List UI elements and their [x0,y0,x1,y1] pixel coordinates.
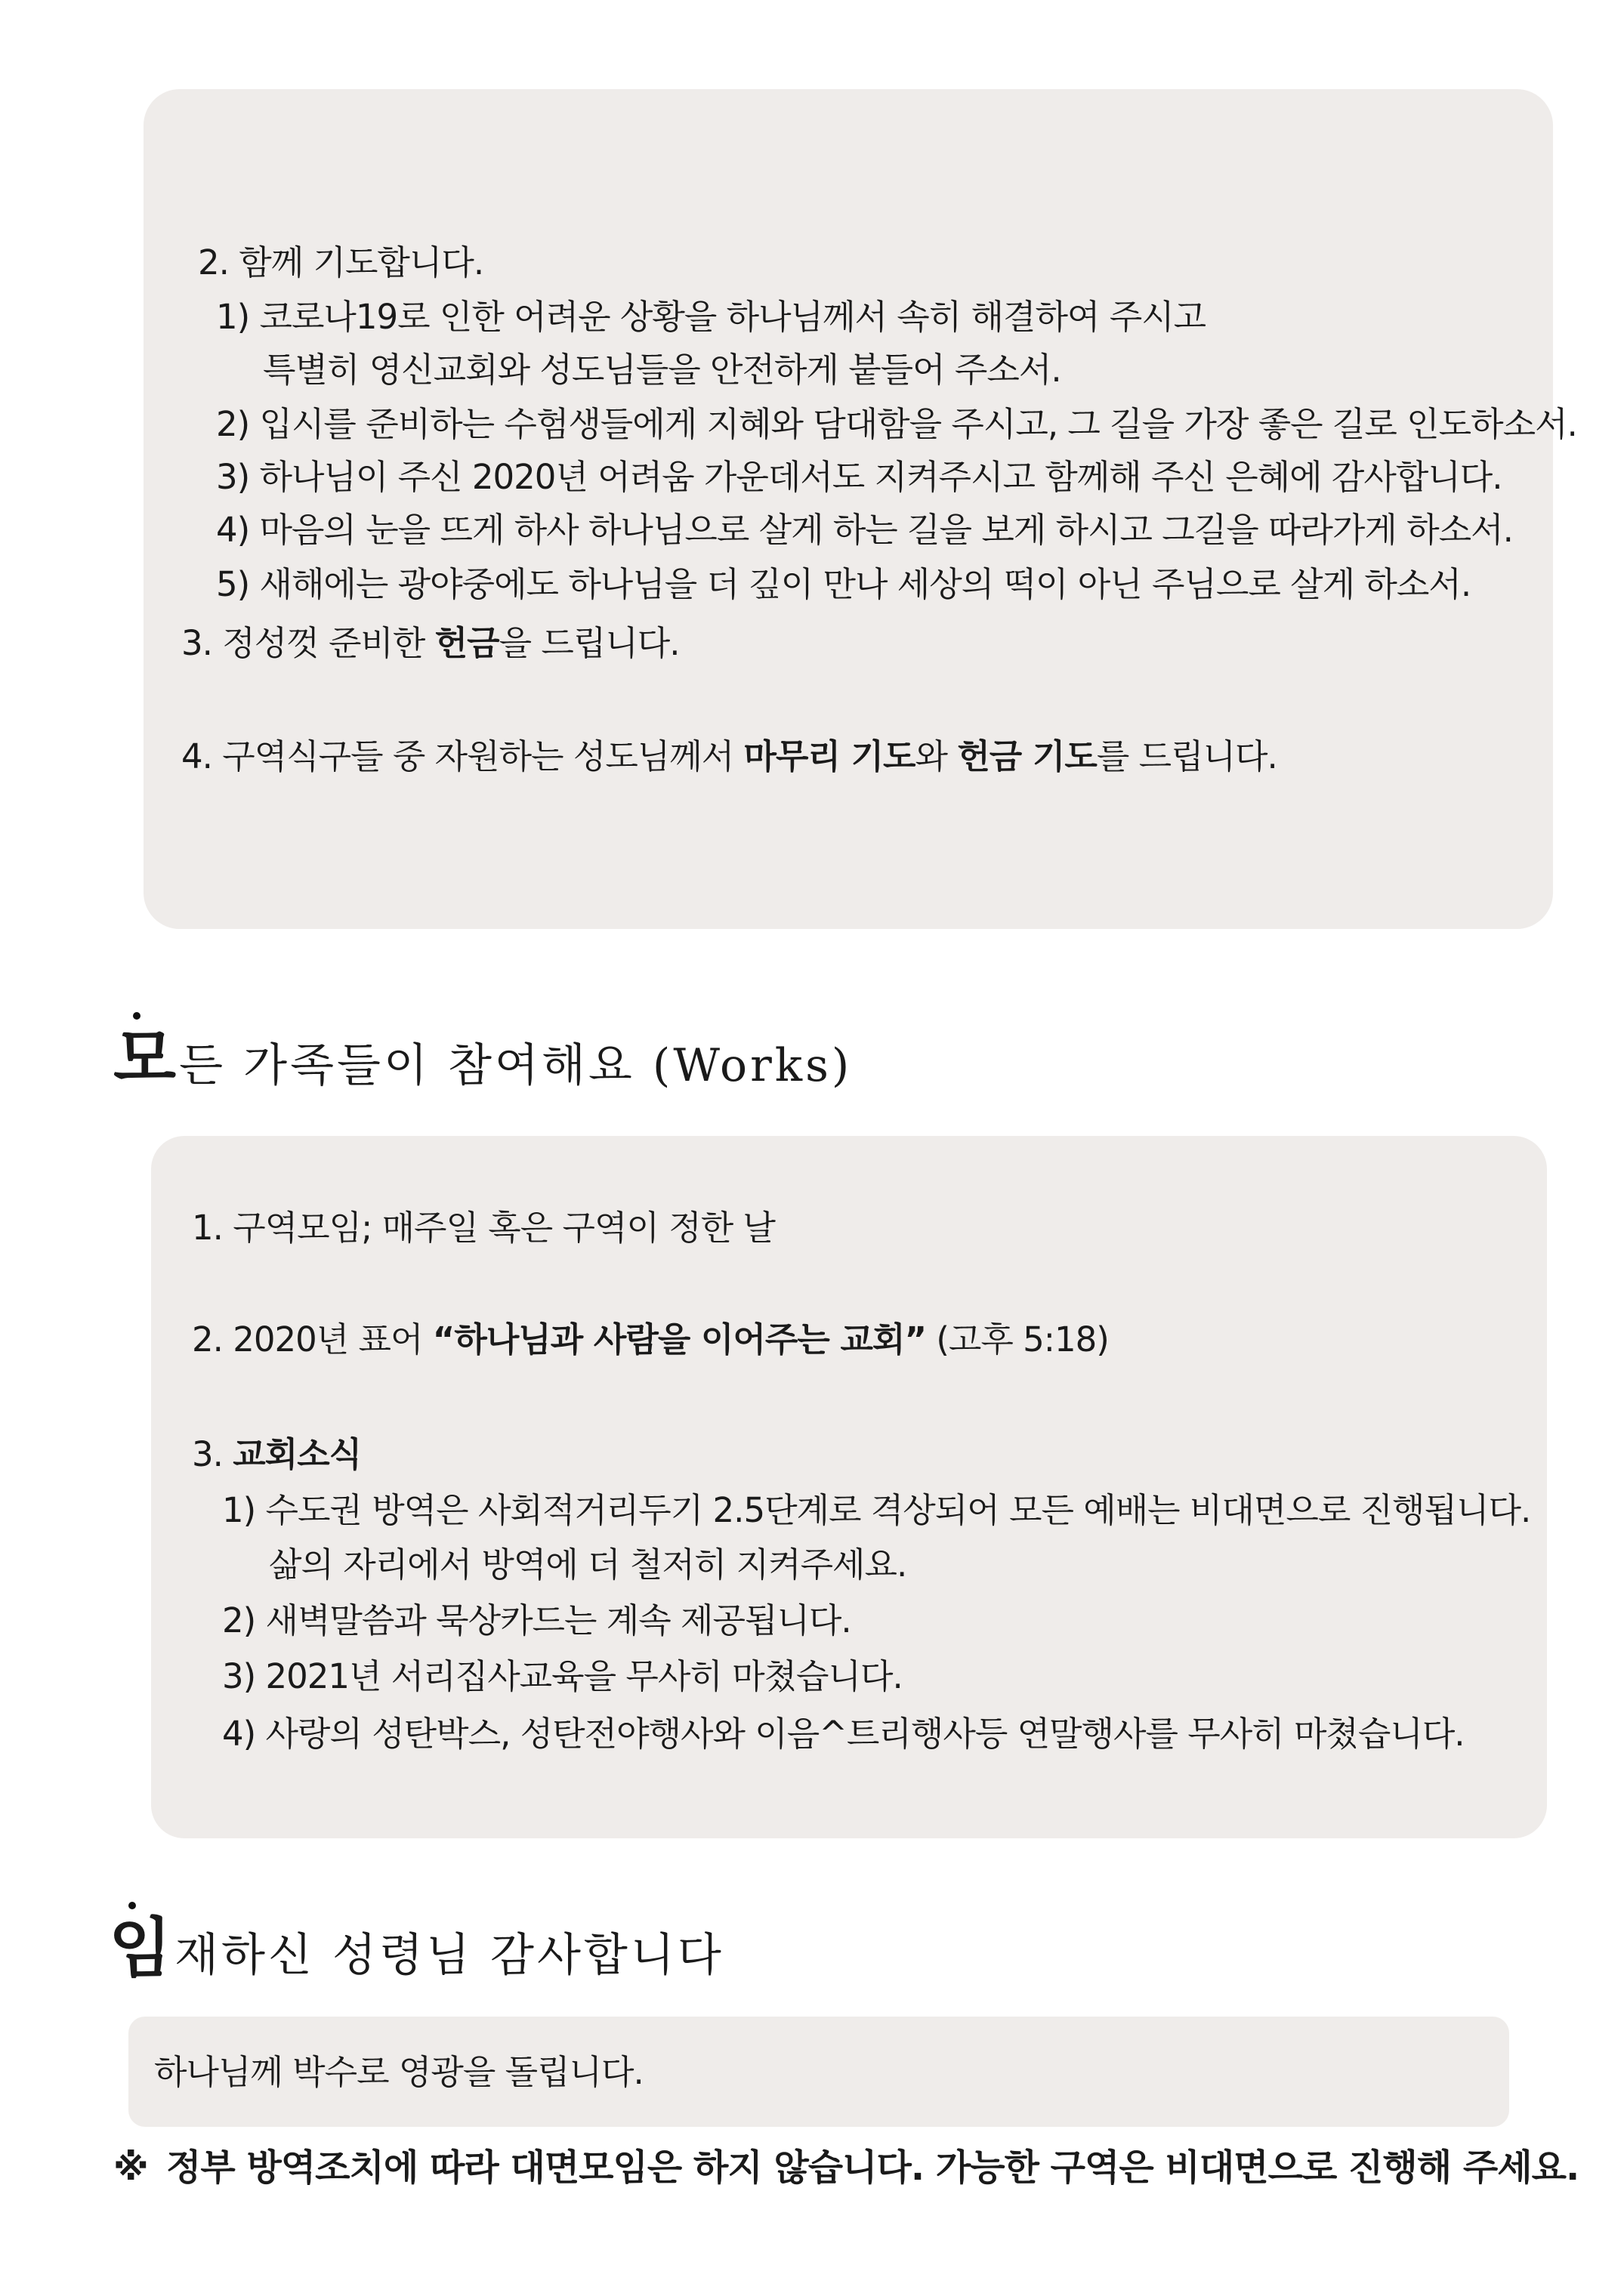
closing-suffix: 를 드립니다. [1096,736,1277,776]
prayer-item-2: 2) 입시를 준비하는 수험생들에게 지혜와 담대함을 주시고, 그 길을 가장 좋은 길로 인도하소서. [216,404,1577,444]
prayer-item-4: 4) 마음의 눈을 뜨게 하사 하나님으로 살게 하는 길을 보게 하시고 그길을 따라가게 하소서. [216,510,1513,550]
news-item-1-cont: 삶의 자리에서 방역에 더 철저히 지켜주세요. [269,1545,907,1585]
news-item-1: 1) 수도권 방역은 사회적거리두기 2.5단계로 격상되어 모든 예배는 비대면으로 진행됩니다. [222,1490,1531,1530]
works-item-1: 1. 구역모임; 매주일 혹은 구역이 정한 날 [192,1208,775,1248]
works-item-2-suffix: (고후 5:18) [926,1319,1109,1359]
works-item-2-motto: “하나님과 사람을 이어주는 교회” [432,1319,927,1359]
works-item-3-heading: 교회소식 [233,1434,362,1474]
closing-prayer-line [181,736,1277,778]
works-item-3-prefix: 3. [192,1434,233,1474]
offering-prefix: 3. 정성껏 준비한 [181,623,435,663]
offering-suffix: 을 드립니다. [499,623,680,663]
notice-line [113,2143,1579,2192]
prayer-item-5: 5) 새해에는 광야중에도 하나님을 더 깊이 만나 세상의 떡이 아닌 주님으로 살게 하소서. [216,564,1471,604]
news-item-2: 2) 새벽말씀과 묵상카드는 계속 제공됩니다. [222,1600,851,1640]
works-title-initial: 모 [113,1020,180,1097]
closing-bold-2: 헌금 기도 [957,736,1097,776]
works-item-3 [192,1434,361,1476]
notice-mark: ※ [113,2146,148,2189]
closing-prefix: 4. 구역식구들 중 자원하는 성도님께서 [181,736,744,776]
news-item-3: 3) 2021년 서리집사교육을 무사히 마쳤습니다. [222,1656,903,1696]
closing-bold-1: 마무리 기도 [743,736,915,776]
spirit-title-rest: 재하신 성령님 감사합니다 [174,1929,724,1982]
offering-line [181,622,680,665]
offering-bold: 헌금 [434,623,499,663]
notice-text: 정부 방역조치에 따라 대면모임은 하지 않습니다. 가능한 구역은 비대면으로 진행해 주세요. [166,2146,1579,2189]
closing-mid: 와 [915,736,958,776]
prayer-item-1-cont: 특별히 영신교회와 성도님들을 안전하게 붙들어 주소서. [263,350,1061,390]
spirit-box-text: 하나님께 박수로 영광을 돌립니다. [154,2052,644,2092]
works-item-2-prefix: 2. 2020년 표어 [192,1319,433,1359]
works-section-title [113,1020,853,1097]
spirit-title-initial: 임 [109,1910,175,1986]
news-item-4: 4) 사랑의 성탄박스, 성탄전야행사와 이음^트리행사등 연말행사를 무사히 마쳤습니다. [222,1714,1465,1754]
works-item-2 [192,1319,1109,1361]
prayer-heading: 2. 함께 기도합니다. [198,242,484,282]
prayer-item-1: 1) 코로나19로 인한 어려운 상황을 하나님께서 속히 해결하여 주시고 [216,297,1206,337]
prayer-item-3: 3) 하나님이 주신 2020년 어려움 가운데서도 지켜주시고 함께해 주신 은혜에 감사합니다. [216,457,1502,497]
works-title-rest: 든 가족들이 참여해요 (Works) [179,1039,853,1092]
spirit-section-title [109,1910,724,1986]
